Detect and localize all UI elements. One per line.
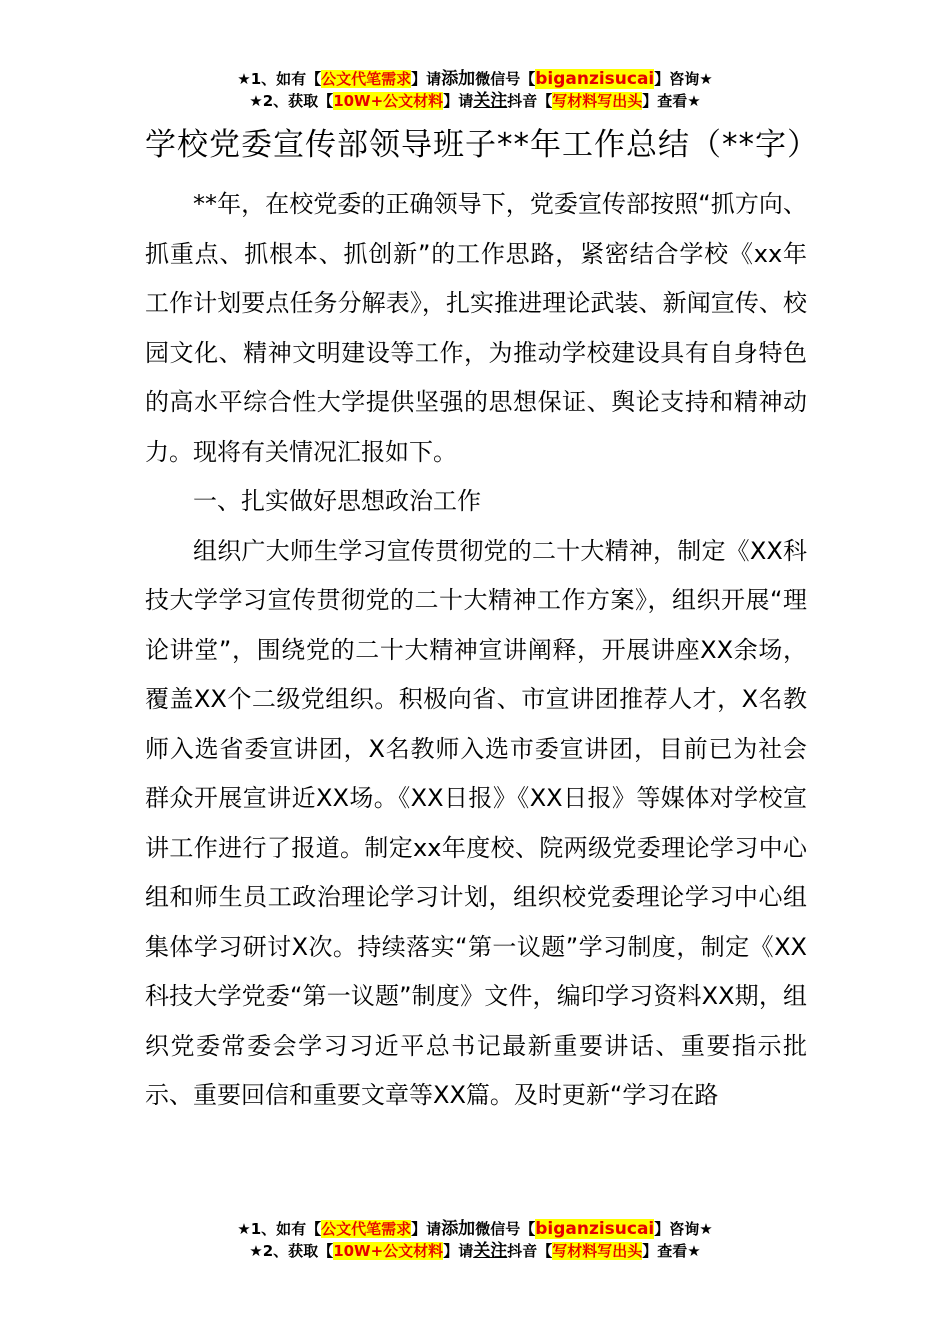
promo-text: 微信号【 — [475, 1220, 536, 1238]
promo-text: 抖音【 — [507, 1242, 553, 1260]
promo-emphasis: 关注 — [473, 91, 508, 111]
top-promo-banner — [0, 68, 950, 112]
promo-text: ★2、获取【 — [249, 1242, 334, 1260]
intro-paragraph: **年，在校党委的正确领导下，党委宣传部按照“抓方向、抓重点、抓根本、抓创新”的工作思路，紧密结合学校《xx年工作计划要点任务分解表》，扎实推进理论武装、新闻宣传、校园文化、精神文明建设等工作，为推动学校建设具有自身特色的高水平综合性大学提供坚强的思想保证、舆论支持和精神动力。现将有关情况汇报如下。 — [145, 190, 807, 466]
promo-text: ★2、获取【 — [249, 92, 334, 110]
wechat-id: biganzisucai — [535, 69, 655, 89]
document-body — [145, 124, 819, 1121]
promo-emphasis: 添加 — [441, 1219, 476, 1239]
promo-text: 抖音【 — [507, 92, 553, 110]
promo-line-1 — [0, 1218, 950, 1240]
promo-text: 】请 — [443, 92, 474, 110]
promo-text: 】咨询★ — [654, 70, 713, 88]
promo-line-2 — [0, 90, 950, 112]
bottom-promo-banner — [0, 1218, 950, 1262]
document-title: 学校党委宣传部领导班子**年工作总结（**字） — [145, 127, 819, 163]
promo-text: 】查看★ — [642, 1242, 701, 1260]
douyin-account: 写材料写出头 — [552, 92, 643, 110]
promo-text: ★1、如有【 — [237, 1220, 322, 1238]
section-1-paragraph: 组织广大师生学习宣传贯彻党的二十大精神，制定《XX科技大学学习宣传贯彻党的二十大精神工作方案》，组织开展“理论讲堂”，围绕党的二十大精神宣讲阐释，开展讲座XX余场，覆盖XX个二级党组织。积极向省、市宣讲团推荐人才，X名教师入选省委宣讲团，X名教师入选市委宣讲团，目前已为社会群众开展宣讲近XX场。《XX日报》《XX日报》等媒体对学校宣讲工作进行了报道。制定xx年度校、院两级党委理论学习中心组和师生员工政治理论学习计划，组织校党委理论学习中心组集体学习研讨X次。持续落实“第一议题”学习制度，制定《XX科技大学党委“第一议题”制度》文件，编印学习资料XX期，组织党委常委会学习习近平总书记最新重要讲话、重要指示批示、重要回信和重要文章等XX篇。及时更新“学习在路 — [145, 536, 807, 1109]
promo-text: 】查看★ — [642, 92, 701, 110]
promo-text: 】咨询★ — [654, 1220, 713, 1238]
douyin-account: 写材料写出头 — [552, 1242, 643, 1260]
promo-emphasis: 添加 — [441, 69, 476, 89]
promo-line-1 — [0, 68, 950, 90]
promo-highlight: 公文代笔需求 — [321, 1220, 412, 1238]
wechat-id: biganzisucai — [535, 1219, 655, 1239]
promo-text: 】请 — [411, 70, 442, 88]
promo-text: 】请 — [411, 1220, 442, 1238]
promo-text: 】请 — [443, 1242, 474, 1260]
promo-text: ★1、如有【 — [237, 70, 322, 88]
promo-emphasis: 关注 — [473, 1241, 508, 1261]
promo-text: 微信号【 — [475, 70, 536, 88]
promo-highlight: 10W+公文材料 — [333, 1242, 444, 1260]
promo-line-2 — [0, 1240, 950, 1262]
promo-highlight: 10W+公文材料 — [333, 92, 444, 110]
promo-highlight: 公文代笔需求 — [321, 70, 412, 88]
section-heading-1: 一、扎实做好思想政治工作 — [193, 487, 481, 515]
